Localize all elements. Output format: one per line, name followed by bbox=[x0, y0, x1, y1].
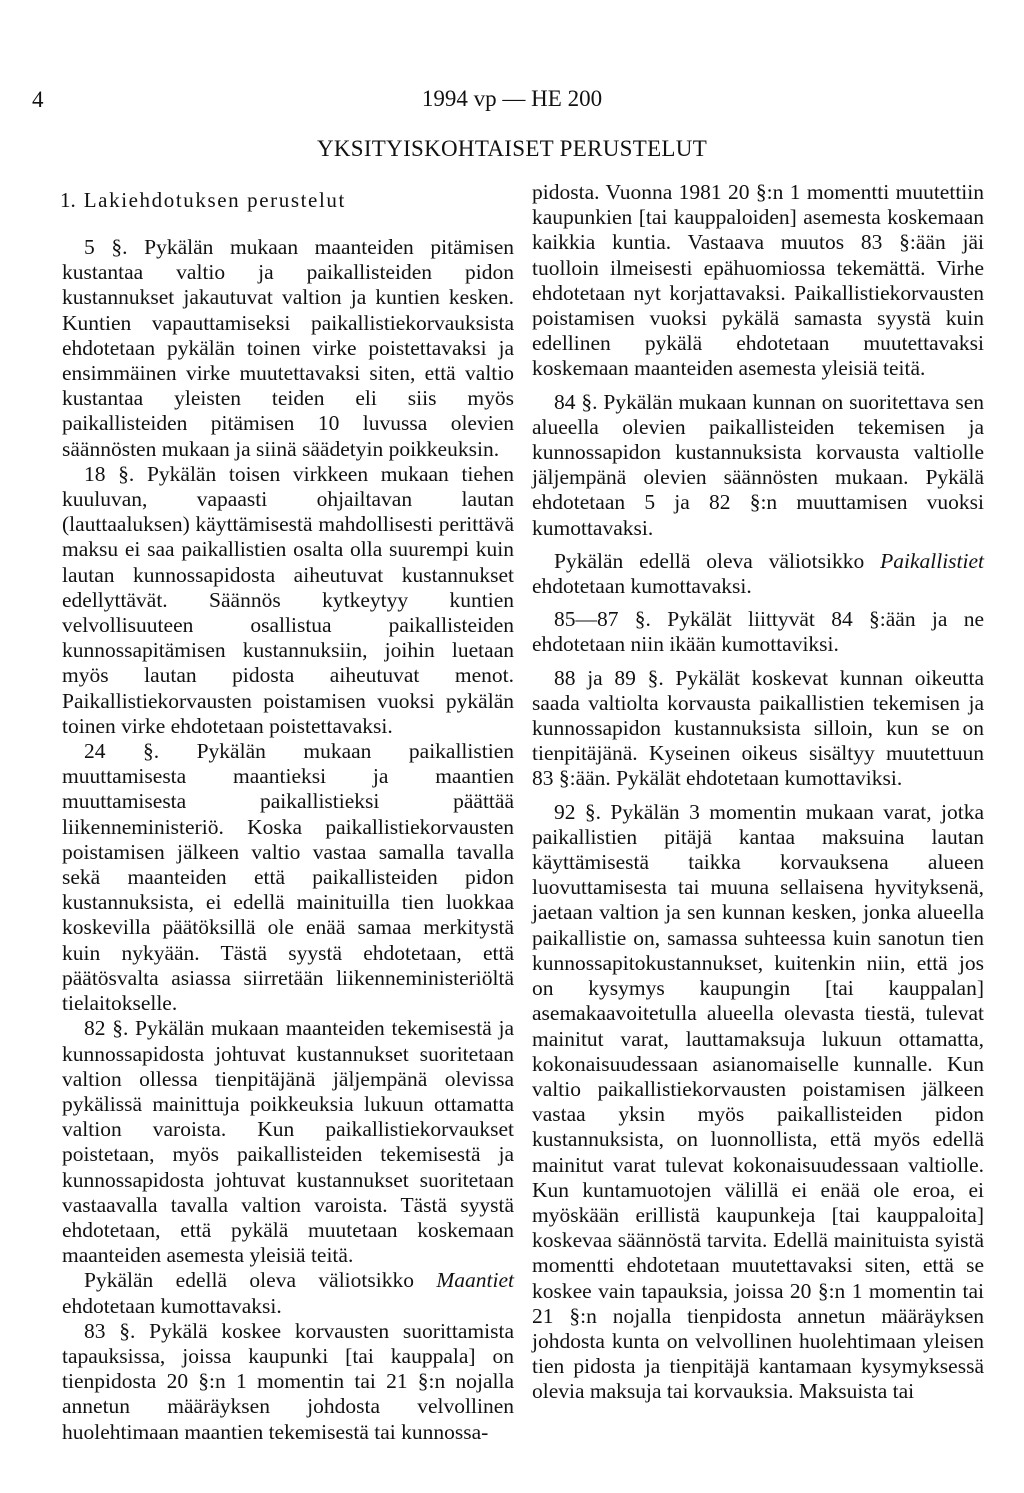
heading-text: Lakiehdotuksen perustelut bbox=[83, 188, 346, 212]
paragraph-text: ehdotetaan kumottavaksi. bbox=[532, 574, 752, 599]
heading-number: 1. bbox=[60, 188, 76, 212]
paragraph-text: ehdotetaan kumottavaksi. bbox=[62, 1293, 282, 1318]
section-title: YKSITYISKOHTAISET PERUSTELUT bbox=[316, 136, 708, 161]
page-number: 4 bbox=[32, 87, 44, 112]
running-head: 1994 vp — HE 200 bbox=[421, 86, 603, 111]
paragraph-text: Pykälän edellä oleva väliotsikko bbox=[554, 548, 881, 573]
chapter-heading bbox=[60, 188, 514, 213]
italic-subheading: Maantiet bbox=[436, 1268, 514, 1293]
paragraph-88-89: 88 ja 89 §. Pykälät koskevat kunnan oikeutta saada valtiolta korvausta paikallistien tekemisen ja kunnossapidon kustannuksista silloin, kun se on tienpitäjänä. Kyseinen oikeus sisältyy muutettuun 83 §:ään. Pykälät ehdotetaan kumottaviksi. bbox=[532, 665, 984, 791]
paragraph-18: 18 §. Pykälän toisen virkkeen mukaan tiehen kuuluvan, vapaasti ohjailtavan lautan (lauttaaluksen) käyttämisestä mahdollisesti perittävä maksu ei saa paikallistien osalta olla suurempi kuin lautan kunnossapidosta aiheutuvat kustannukset edellyttävät. Säännös kytkeytyy kuntien velvollisuuteen osallistua paikallisteiden kunnossapitämisen kustannuksiin, joihin luetaan myös lautan pidosta aiheutuvat menot. Paikallistiekorvausten poistamisen vuoksi pykälän toinen virke ehdotetaan poistettavaksi. bbox=[62, 461, 514, 738]
paragraph-5: 5 §. Pykälän mukaan maanteiden pitämisen kustantaa valtio ja paikallisteiden pidon kustannukset jakautuvat valtion ja kuntien kesken. Kuntien vapauttamiseksi paikallistiekorvauksista ehdotetaan pykälän toinen virke poistettavaksi ja ensimmäinen virke muutettavaksi siten, että valtio kustantaa yleisten teiden eli siis myös paikallisteiden pitämisen 10 luvussa olevien säännösten mukaan ja siinä säädetyin poikkeuksin. bbox=[62, 235, 514, 461]
paragraph-92: 92 §. Pykälän 3 momentin mukaan varat, jotka paikallistien pitäjä kantaa maksuina lautan käyttämisestä taikka korvauksena alueen luovuttamisesta tai muuna sellaisena hyvityksenä, jaetaan valtion ja sen kunnan kesken, jonka alueella paikallistie on, samassa suhteessa kuin sanotun tien kunnossapitokustannukset, kuitenkin niin, että jos on kysymys kaupungin [tai kauppalan] asemakaavoitetulla alueella olevasta tiestä, tulevat mainitut varat, lauttamaksuja lukuun ottamatta, kokonaisuudessaan asianomaiselle kunnalle. Kun valtio paikallistiekorvausten poistamisen jälkeen vastaa yksin myös paikallisteiden pidon kustannuksista, on luonnollista, että myös edellä mainitut varat tulevat kokonaisuudessaan valtiolle. Kun kuntamuotojen välillä ei enää ole eroa, ei myöskään erillistä kaupunkeja [tai kauppaloita] koskevaa säännöstä tarvita. Edellä mainituista syistä momentti ehdotetaan muutettavaksi siten, että se koskee vain tapauksia, joissa 20 §:n 1 momentin tai 21 §:n nojalla tienpidosta annetun määräyksen johdosta kunta on velvollinen huolehtimaan yleisen tien pidosta ja tienpitäjä kantamaan kysymyksessä olevia maksuja tai korvauksia. Maksuista tai bbox=[532, 799, 984, 1404]
paragraph-text: Pykälän edellä oleva väliotsikko bbox=[84, 1268, 437, 1293]
paragraph-83-continued: pidosta. Vuonna 1981 20 §:n 1 momentti muutettiin kaupunkien [tai kauppaloiden] asemesta koskemaan kaikkia kuntia. Vastaava muutos 83 §:ään jäi tuolloin ilmeisesti epähuomiossa tekemättä. Virhe ehdotetaan nyt korjattavaksi. Paikallistiekorvausten poistamisen vuoksi pykälä samasta syystä kuin edellinen pykälä ehdotetaan muutettavaksi koskemaan maanteiden asemesta yleisiä teitä. bbox=[532, 180, 984, 381]
paragraph-24: 24 §. Pykälän mukaan paikallistien muuttamisesta maantieksi ja maantien muuttamisesta paikallistieksi päättää liikenneministeriö. Koska paikallistiekorvausten poistamisen jälkeen valtio vastaa samalla tavalla sekä maanteiden että paikallisteiden pidon kustannuksista, ei edellä mainituilla tien luokkaa koskevilla päätöksillä ole enää samaa merkitystä kuin nykyään. Tästä syystä ehdotetaan, että päätösvalta asiassa siirretään liikenneministeriöltä tielaitokselle. bbox=[62, 739, 514, 1016]
left-column bbox=[62, 180, 514, 1445]
paragraph-82-subheading bbox=[62, 1268, 514, 1318]
italic-subheading: Paikallistiet bbox=[880, 548, 984, 573]
paragraph-83: 83 §. Pykälä koskee korvausten suorittamista tapauksissa, joissa kaupunki [tai kauppala] on tienpidosta 20 §:n 1 momentin tai 21 §:n nojalla annetun määräyksen johdosta velvollinen huolehtimaan maantien tekemisestä tai kunnossa- bbox=[62, 1318, 514, 1444]
paragraph-84: 84 §. Pykälän mukaan kunnan on suoritettava sen alueella olevien paikallisteiden tekemisen ja kunnossapidon kustannuksista korvausta valtiolle jäljempänä olevien säännösten mukaan. Pykälä ehdotetaan 5 ja 82 §:n muuttamisen vuoksi kumottavaksi. bbox=[532, 389, 984, 540]
paragraph-82: 82 §. Pykälän mukaan maanteiden tekemisestä ja kunnossapidosta johtuvat kustannukset suoritetaan valtion ollessa tienpitäjänä jäljempänä olevissa pykälissä mainittuja poikkeuksia lukuun ottamatta valtion varoista. Kun paikallistiekorvaukset poistetaan, myös paikallisteiden tekemisestä ja kunnossapidosta johtuvat kustannukset suoritetaan vastaavalla tavalla valtion varoista. Tästä syystä ehdotetaan, että pykälä muutetaan koskemaan maanteiden asemesta yleisiä teitä. bbox=[62, 1016, 514, 1268]
paragraph-85-87: 85—87 §. Pykälät liittyvät 84 §:ään ja ne ehdotetaan niin ikään kumottaviksi. bbox=[532, 607, 984, 657]
right-column bbox=[532, 180, 984, 1405]
paragraph-84-subheading bbox=[532, 549, 984, 599]
